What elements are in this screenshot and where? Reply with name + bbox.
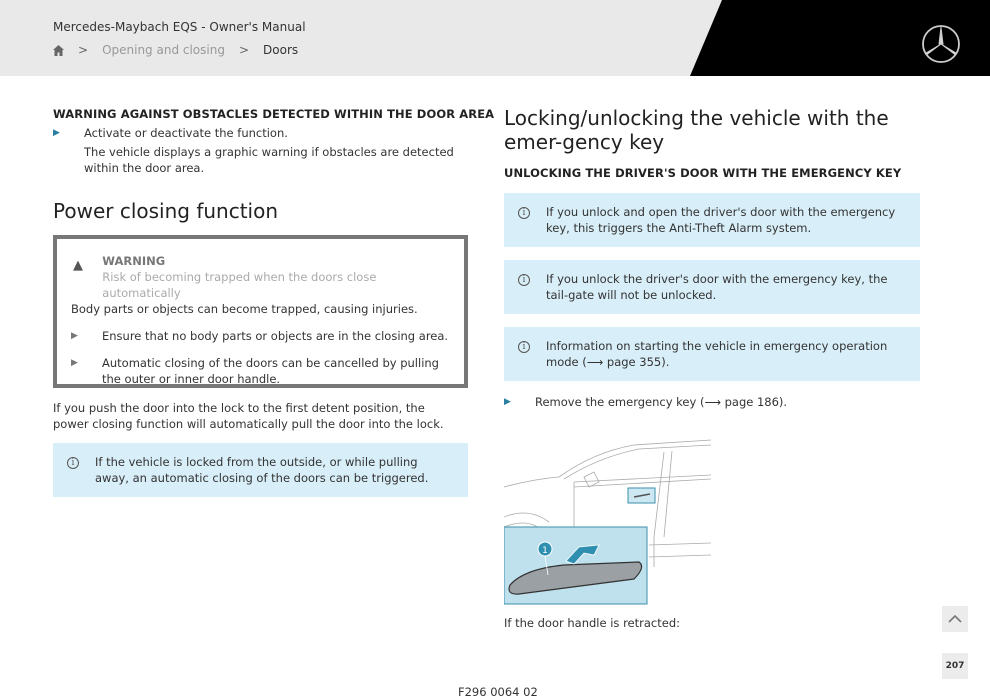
step-text: Activate or deactivate the function.: [84, 126, 288, 140]
bullet-arrow-icon: ▶: [71, 358, 78, 368]
page-number[interactable]: 207: [942, 653, 968, 679]
chevron-right-icon: >: [238, 43, 250, 57]
breadcrumb: [53, 42, 298, 58]
figure-caption: If the door handle is retracted:: [504, 616, 680, 630]
warning-label: WARNING: [102, 254, 166, 268]
info-box: [504, 327, 920, 381]
info-text: If the vehicle is locked from the outside, or while pulling away, an automatic closing of the doors can be triggered.: [95, 455, 429, 485]
scroll-to-top-button[interactable]: [942, 606, 968, 632]
obstacle-step: [53, 125, 468, 176]
remove-key-step: [504, 394, 920, 410]
obstacle-warning-heading: WARNING AGAINST OBSTACLES DETECTED WITHIN THE DOOR AREA: [53, 107, 495, 121]
figure-callout-1: 1: [542, 546, 548, 556]
figure-code: F296 0064 02: [458, 685, 538, 699]
warning-step: [71, 355, 450, 387]
step-text: Remove the emergency key (⟶ page 186).: [535, 395, 788, 409]
warning-box: [53, 235, 468, 388]
step-text: Automatic closing of the doors can be cancelled by pulling the outer or inner door handle.: [102, 356, 439, 386]
bullet-arrow-icon: ▶: [504, 397, 511, 407]
step-result: The vehicle displays a graphic warning if obstacles are detected within the door area.: [84, 145, 454, 175]
info-icon: i: [518, 204, 546, 247]
info-box: [53, 443, 468, 497]
bullet-arrow-icon: ▶: [53, 128, 60, 138]
manual-title: Mercedes-Maybach EQS - Owner's Manual: [53, 20, 306, 34]
warning-triangle-icon: ▲: [73, 258, 83, 273]
home-icon[interactable]: [53, 45, 64, 56]
door-handle-illustration: [504, 437, 712, 605]
warning-step: [71, 328, 450, 344]
info-box: [504, 260, 920, 314]
header: [0, 0, 990, 76]
bullet-arrow-icon: ▶: [71, 331, 78, 341]
warning-subtitle: Risk of becoming trapped when the doors close automatically: [102, 270, 377, 300]
power-closing-paragraph: If you push the door into the lock to the first detent position, the power closing function will automatically pull the door into the lock.: [53, 401, 444, 431]
info-text: If you unlock the driver's door with the emergency key, the tail-gate will not be unlocked.: [546, 272, 888, 302]
chevron-right-icon: >: [78, 43, 89, 57]
info-text: If you unlock and open the driver's door with the emergency key, this triggers the Anti-Theft Alarm system.: [546, 205, 896, 235]
mercedes-star-logo: [921, 24, 961, 64]
step-text: Ensure that no body parts or objects are in the closing area.: [102, 329, 449, 343]
power-closing-heading: Power closing function: [53, 199, 279, 223]
info-icon: i: [518, 338, 546, 381]
chevron-up-icon: [948, 615, 962, 623]
info-box: [504, 193, 920, 247]
emergency-key-heading: Locking/unlocking the vehicle with the emer-gency key: [504, 106, 889, 154]
breadcrumb-doors[interactable]: Doors: [263, 43, 299, 57]
info-text: Information on starting the vehicle in emergency operation mode (⟶ page 355).: [546, 339, 888, 369]
unlocking-subheading: UNLOCKING THE DRIVER'S DOOR WITH THE EMERGENCY KEY: [504, 166, 902, 180]
warning-body: Body parts or objects can become trapped, causing injuries.: [71, 302, 418, 316]
info-icon: i: [518, 271, 546, 314]
breadcrumb-opening-closing[interactable]: Opening and closing: [102, 43, 225, 57]
info-icon: i: [67, 454, 95, 497]
